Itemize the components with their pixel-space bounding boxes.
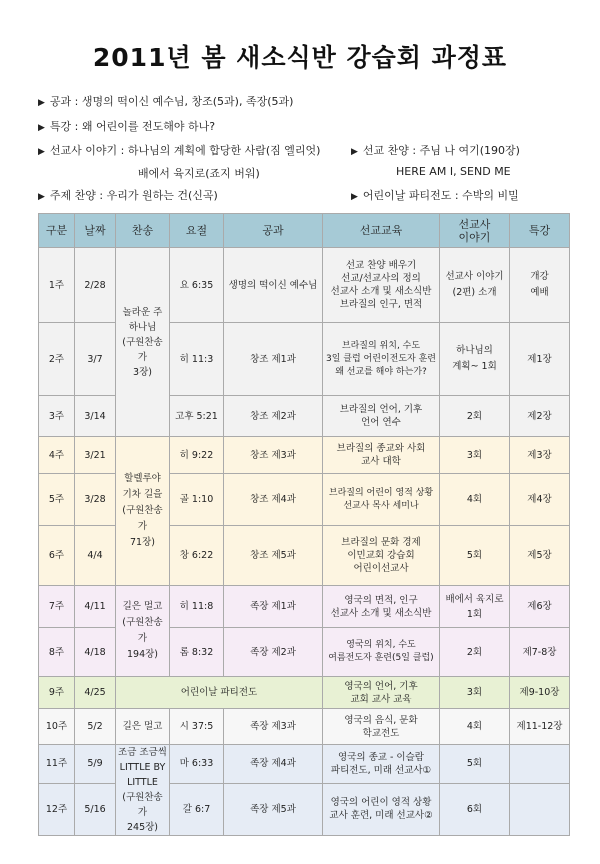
- lesson-cell: 족장 제2과: [224, 628, 323, 677]
- header-special: 특강: [510, 214, 570, 248]
- song-cell: 할렐루야 기차 길을 (구원찬송가 71장): [116, 437, 170, 586]
- date-cell: 3/28: [75, 474, 116, 526]
- lesson-cell: 창조 제2과: [224, 396, 323, 437]
- week-cell: 4주: [39, 437, 75, 474]
- header-week: 구분: [39, 214, 75, 248]
- lesson-cell: 족장 제1과: [224, 586, 323, 628]
- table-row: [39, 709, 570, 745]
- header-song: 찬송: [116, 214, 170, 248]
- missionary-story-cell: 선교사 이야기 (2편) 소개: [440, 248, 510, 323]
- mission-edu-cell: 영국의 음식, 문화 학교전도: [323, 709, 440, 745]
- mission-edu-cell: 브라질의 위치, 수도 3일 클럽 어린이전도자 훈련 왜 선교를 해야 하는가?: [323, 323, 440, 396]
- week-cell: 3주: [39, 396, 75, 437]
- week-cell: 2주: [39, 323, 75, 396]
- bullet-icon: ▶: [38, 147, 45, 157]
- special-cell: [510, 783, 570, 835]
- date-cell: 5/16: [75, 783, 116, 835]
- table-row: [39, 677, 570, 709]
- mission-edu-cell: 브라질의 종교와 사회 교사 대학: [323, 437, 440, 474]
- lesson-cell: 족장 제5과: [224, 783, 323, 835]
- special-cell: 제9-10장: [510, 677, 570, 709]
- verse-cell: 갈 6:7: [170, 783, 224, 835]
- missionary-story-cell: 5회: [440, 745, 510, 784]
- info-missionary-story-cont: 배에서 육지로(죠지 버워): [138, 167, 260, 180]
- header-mission-edu: 선교교육: [323, 214, 440, 248]
- date-cell: 5/2: [75, 709, 116, 745]
- date-cell: 3/21: [75, 437, 116, 474]
- date-cell: 3/7: [75, 323, 116, 396]
- date-cell: 2/28: [75, 248, 116, 323]
- verse-cell: 마 6:33: [170, 745, 224, 784]
- date-cell: 3/14: [75, 396, 116, 437]
- missionary-story-cell: 6회: [440, 783, 510, 835]
- week-cell: 9주: [39, 677, 75, 709]
- table-row: [39, 745, 570, 784]
- song-cell: 놀라운 주 하나님 (구원찬송가 3장): [116, 248, 170, 437]
- special-cell: 제7-8장: [510, 628, 570, 677]
- special-cell: 제4장: [510, 474, 570, 526]
- mission-edu-cell: 선교 찬양 배우기 선교/선교사의 정의 선교사 소개 및 새소식반 브라질의 인구, 면적: [323, 248, 440, 323]
- mission-edu-cell: 브라질의 어린이 영적 상황 선교사 목사 세미나: [323, 474, 440, 526]
- week-cell: 7주: [39, 586, 75, 628]
- date-cell: 4/4: [75, 526, 116, 586]
- info-special-text: 특강 : 왜 어린이를 전도해야 하나?: [49, 120, 216, 133]
- info-mission-song: 선교 찬양 : 주님 나 여기(190장): [362, 144, 520, 157]
- table-header-row: [39, 214, 570, 248]
- page-title: 2011년 봄 새소식반 강습회 과정표: [92, 43, 508, 72]
- info-theme-song: 주제 찬양 : 우리가 원하는 건(신곡): [49, 189, 218, 202]
- special-cell: 제1장: [510, 323, 570, 396]
- verse-cell: 요 6:35: [170, 248, 224, 323]
- verse-cell: 히 11:8: [170, 586, 224, 628]
- week-cell: 12주: [39, 783, 75, 835]
- song-cell: 길은 멀고: [116, 709, 170, 745]
- week-cell: 6주: [39, 526, 75, 586]
- missionary-story-cell: 3회: [440, 677, 510, 709]
- table-row: [39, 248, 570, 323]
- missionary-story-cell: 4회: [440, 709, 510, 745]
- header-missionary-story: 선교사 이야기: [440, 214, 510, 248]
- special-cell: 개강 예배: [510, 248, 570, 323]
- special-cell: 제3장: [510, 437, 570, 474]
- special-cell: 제5장: [510, 526, 570, 586]
- special-cell: [510, 745, 570, 784]
- week-cell: 8주: [39, 628, 75, 677]
- lesson-cell: 창조 제3과: [224, 437, 323, 474]
- verse-cell: 골 1:10: [170, 474, 224, 526]
- missionary-story-cell: 4회: [440, 474, 510, 526]
- date-cell: 4/11: [75, 586, 116, 628]
- week-cell: 5주: [39, 474, 75, 526]
- lesson-cell: 창조 제1과: [224, 323, 323, 396]
- schedule-table: [38, 213, 570, 836]
- lesson-cell: 족장 제3과: [224, 709, 323, 745]
- date-cell: 4/18: [75, 628, 116, 677]
- lesson-cell: 창조 제4과: [224, 474, 323, 526]
- info-lesson-text: 공과 : 생명의 떡이신 예수님, 창조(5과), 족장(5과): [49, 95, 294, 108]
- song-cell: 조금 조금씩 LITTLE BY LITTLE (구원찬송가 245장): [116, 745, 170, 836]
- verse-cell: 시 37:5: [170, 709, 224, 745]
- lesson-cell: 생명의 떡이신 예수님: [224, 248, 323, 323]
- lesson-cell: 족장 제4과: [224, 745, 323, 784]
- missionary-story-cell: 2회: [440, 628, 510, 677]
- lesson-cell: 창조 제5과: [224, 526, 323, 586]
- mission-edu-cell: 영국의 종교 - 이슬람 파티전도, 미래 선교사①: [323, 745, 440, 784]
- mission-edu-cell: 영국의 위치, 수도 여름전도자 훈련(5일 클럽): [323, 628, 440, 677]
- bullet-icon: ▶: [38, 98, 45, 108]
- header-verse: 요절: [170, 214, 224, 248]
- missionary-story-cell: 배에서 육지로 1회: [440, 586, 510, 628]
- mission-edu-cell: 브라질의 언어, 기후 언어 연수: [323, 396, 440, 437]
- verse-cell: 롬 8:32: [170, 628, 224, 677]
- mission-edu-cell: 영국의 면적, 인구 선교사 소개 및 새소식반: [323, 586, 440, 628]
- bullet-icon: ▶: [351, 192, 358, 202]
- header-lesson: 공과: [224, 214, 323, 248]
- bullet-icon: ▶: [38, 123, 45, 133]
- verse-cell: 히 9:22: [170, 437, 224, 474]
- table-row: [39, 586, 570, 628]
- special-cell: 제2장: [510, 396, 570, 437]
- week-cell: 10주: [39, 709, 75, 745]
- info-missionary-story: 선교사 이야기 : 하나님의 계획에 합당한 사람(짐 엘리엇): [49, 144, 321, 157]
- info-party: 어린이날 파티전도 : 수박의 비밀: [362, 189, 519, 202]
- song-cell: 길은 멀고 (구원찬송가 194장): [116, 586, 170, 677]
- bullet-icon: ▶: [38, 192, 45, 202]
- verse-cell: 고후 5:21: [170, 396, 224, 437]
- missionary-story-cell: 2회: [440, 396, 510, 437]
- special-cell: 제6장: [510, 586, 570, 628]
- verse-cell: 히 11:3: [170, 323, 224, 396]
- mission-edu-cell: 영국의 언어, 기후 교회 교사 교육: [323, 677, 440, 709]
- week-cell: 11주: [39, 745, 75, 784]
- table-row: [39, 437, 570, 474]
- bullet-icon: ▶: [351, 147, 358, 157]
- header-date: 날짜: [75, 214, 116, 248]
- verse-cell: 창 6:22: [170, 526, 224, 586]
- missionary-story-cell: 5회: [440, 526, 510, 586]
- mission-edu-cell: 영국의 어린이 영적 상황 교사 훈련, 미래 선교사②: [323, 783, 440, 835]
- week-cell: 1주: [39, 248, 75, 323]
- missionary-story-cell: 하나님의 계획~ 1회: [440, 323, 510, 396]
- special-cell: 제11-12장: [510, 709, 570, 745]
- date-cell: 5/9: [75, 745, 116, 784]
- info-mission-song-cont: HERE AM I, SEND ME: [396, 165, 511, 178]
- missionary-story-cell: 3회: [440, 437, 510, 474]
- party-cell: 어린이날 파티전도: [116, 677, 323, 709]
- mission-edu-cell: 브라질의 문화 경제 이민교회 강습회 어린이선교사: [323, 526, 440, 586]
- date-cell: 4/25: [75, 677, 116, 709]
